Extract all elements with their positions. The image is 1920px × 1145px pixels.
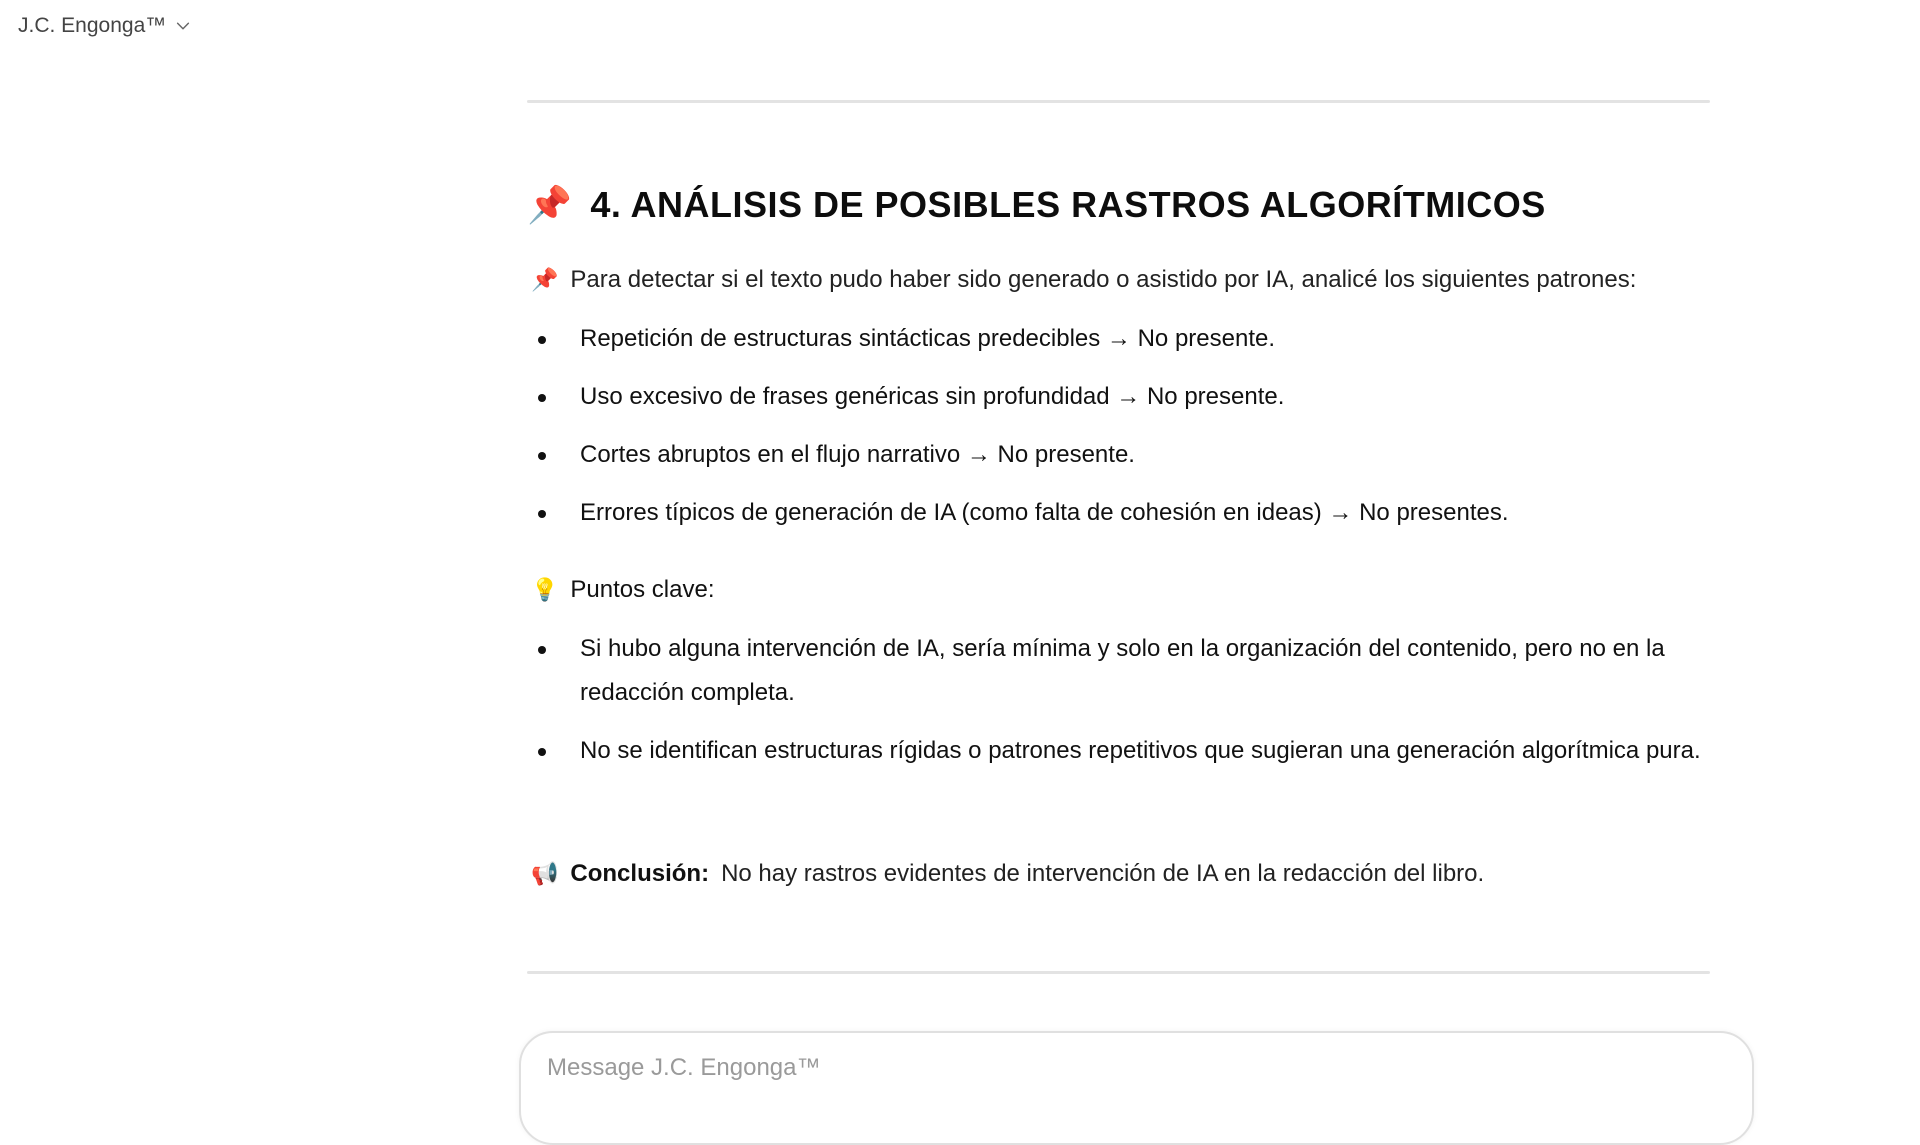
pushpin-icon: 📌 — [527, 184, 573, 225]
list-item: Uso excesivo de frases genéricas sin profundidad → No presente. — [527, 375, 1710, 419]
lightbulb-icon: 💡 — [531, 577, 559, 602]
section-heading — [527, 184, 1546, 226]
list-item: Si hubo alguna intervención de IA, sería mínima y solo en la organización del contenido, pero no en la redacción completa. — [527, 627, 1710, 715]
keypoints-heading — [531, 576, 715, 604]
intro-paragraph — [531, 266, 1636, 294]
message-input[interactable] — [545, 1047, 1699, 1089]
list-item: Errores típicos de generación de IA (como falta de cohesión en ideas) → No presentes. — [527, 491, 1710, 535]
conclusion-label: Conclusión: — [570, 860, 710, 887]
divider-top — [527, 100, 1710, 103]
model-name: J.C. Engonga™ — [18, 14, 167, 37]
keypoints-list — [527, 627, 1710, 787]
megaphone-icon: 📢 — [531, 861, 559, 886]
keypoints-label: Puntos clave: — [570, 576, 715, 603]
conclusion-text: No hay rastros evidentes de intervención de IA en la redacción del libro. — [721, 860, 1485, 887]
section-title: 4. ANÁLISIS DE POSIBLES RASTROS ALGORÍTMICOS — [590, 184, 1546, 225]
pushpin-icon: 📌 — [531, 267, 559, 292]
list-item: Cortes abruptos en el flujo narrativo → No presente. — [527, 433, 1710, 477]
intro-text: Para detectar si el texto pudo haber sido generado o asistido por IA, analicé los siguientes patrones: — [570, 266, 1637, 293]
message-composer[interactable] — [519, 1031, 1754, 1145]
chevron-down-icon — [174, 17, 192, 35]
list-item: No se identifican estructuras rígidas o patrones repetitivos que sugieran una generación algorítmica pura. — [527, 729, 1710, 773]
conclusion-paragraph — [531, 860, 1484, 888]
list-item: Repetición de estructuras sintácticas predecibles → No presente. — [527, 317, 1710, 361]
patterns-list — [527, 317, 1710, 549]
model-selector[interactable] — [18, 14, 192, 38]
divider-bottom — [527, 971, 1710, 974]
